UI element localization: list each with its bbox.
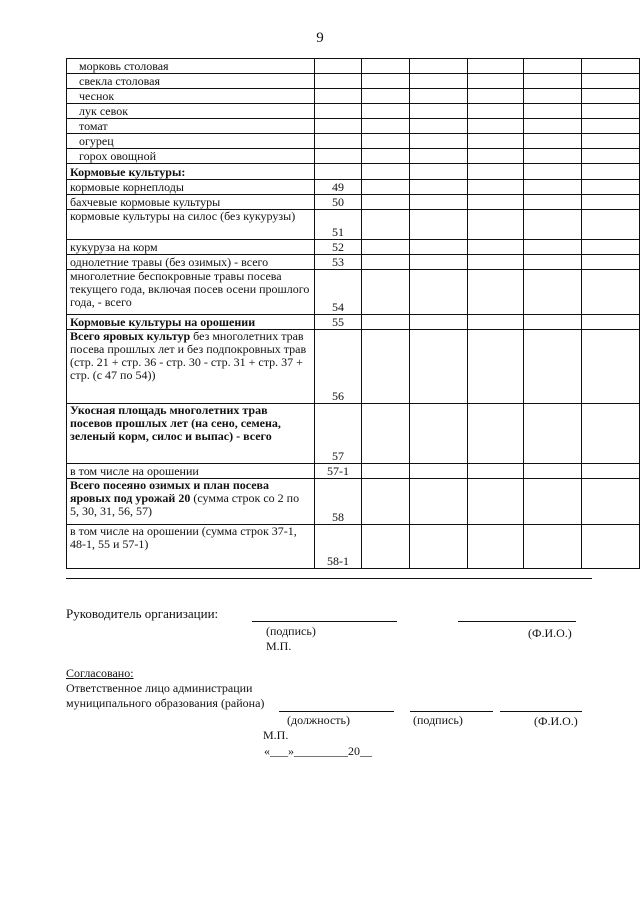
table-row xyxy=(67,210,640,240)
value-cell xyxy=(582,59,640,74)
value-cell xyxy=(582,134,640,149)
value-cell xyxy=(468,464,524,479)
table-row xyxy=(67,525,640,569)
value-cell xyxy=(524,74,582,89)
value-cell xyxy=(362,74,410,89)
value-cell xyxy=(410,104,468,119)
row-label: Укосная площадь многолетних трав посевов прошлых лет (на сено, семена, зеленый корм, силос и выпас) - всего xyxy=(67,404,315,464)
value-cell xyxy=(468,59,524,74)
row-label-bold: Всего посеяно озимых и план посева яровых под урожай 20 xyxy=(70,478,270,505)
table-row xyxy=(67,464,640,479)
row-code: 57-1 xyxy=(315,464,362,479)
value-cell xyxy=(524,119,582,134)
value-cell xyxy=(410,149,468,164)
table-row xyxy=(67,180,640,195)
row-label: горох овощной xyxy=(67,149,315,164)
value-cell xyxy=(362,195,410,210)
row-label: в том числе на орошении (сумма строк 37-1, 48-1, 55 и 57-1) xyxy=(67,525,315,569)
value-cell xyxy=(582,119,640,134)
value-cell xyxy=(582,180,640,195)
value-cell xyxy=(410,210,468,240)
table-row xyxy=(67,74,640,89)
row-code: 56 xyxy=(315,330,362,404)
value-cell xyxy=(410,164,468,180)
value-cell xyxy=(524,210,582,240)
row-label: многолетние беспокровные травы посева текущего года, включая посев осени прошлого года, - всего xyxy=(67,270,315,315)
value-cell xyxy=(524,255,582,270)
row-label: кормовые культуры на силос (без кукурузы) xyxy=(67,210,315,240)
row-code xyxy=(315,119,362,134)
row-label xyxy=(67,330,315,404)
value-cell xyxy=(410,195,468,210)
table-row xyxy=(67,255,640,270)
page-number: 9 xyxy=(316,30,324,46)
value-cell xyxy=(362,479,410,525)
value-cell xyxy=(468,404,524,464)
table-row xyxy=(67,89,640,104)
row-code xyxy=(315,74,362,89)
table-row xyxy=(67,119,640,134)
value-cell xyxy=(362,180,410,195)
crop-table xyxy=(66,58,640,569)
value-cell xyxy=(524,404,582,464)
row-code xyxy=(315,59,362,74)
row-code: 51 xyxy=(315,210,362,240)
value-cell xyxy=(362,149,410,164)
row-code: 49 xyxy=(315,180,362,195)
table-row xyxy=(67,134,640,149)
value-cell xyxy=(410,119,468,134)
row-code xyxy=(315,134,362,149)
value-cell xyxy=(410,89,468,104)
row-label: свекла столовая xyxy=(67,74,315,89)
value-cell xyxy=(582,74,640,89)
value-cell xyxy=(468,74,524,89)
separator-line xyxy=(66,578,592,579)
row-label-rest: (сумма строк со 2 по 5, 30, 31, 56, 57) xyxy=(70,491,300,518)
value-cell xyxy=(362,164,410,180)
value-cell xyxy=(524,164,582,180)
table-row xyxy=(67,59,640,74)
table-row xyxy=(67,330,640,404)
value-cell xyxy=(362,59,410,74)
row-code: 55 xyxy=(315,315,362,330)
row-label: огурец xyxy=(67,134,315,149)
head-fio-line xyxy=(458,621,576,622)
value-cell xyxy=(362,330,410,404)
value-cell xyxy=(468,149,524,164)
value-cell xyxy=(582,525,640,569)
row-code: 57 xyxy=(315,404,362,464)
value-cell xyxy=(524,525,582,569)
value-cell xyxy=(468,89,524,104)
value-cell xyxy=(410,464,468,479)
row-code: 58 xyxy=(315,479,362,525)
official-line2: муниципального образования (района) xyxy=(66,696,265,710)
row-label-bold: Всего яровых культур xyxy=(70,329,191,343)
value-cell xyxy=(362,119,410,134)
head-label: Руководитель организации: xyxy=(66,606,219,621)
value-cell xyxy=(582,330,640,404)
value-cell xyxy=(468,255,524,270)
value-cell xyxy=(362,210,410,240)
value-cell xyxy=(582,89,640,104)
row-code: 54 xyxy=(315,270,362,315)
table-row xyxy=(67,240,640,255)
value-cell xyxy=(362,89,410,104)
row-code: 53 xyxy=(315,255,362,270)
value-cell xyxy=(524,59,582,74)
value-cell xyxy=(410,180,468,195)
value-cell xyxy=(362,525,410,569)
value-cell xyxy=(468,104,524,119)
value-cell xyxy=(582,210,640,240)
value-cell xyxy=(410,525,468,569)
row-code xyxy=(315,149,362,164)
value-cell xyxy=(362,270,410,315)
value-cell xyxy=(468,195,524,210)
value-cell xyxy=(582,240,640,255)
table-row xyxy=(67,195,640,210)
head-fio-caption: (Ф.И.О.) xyxy=(528,626,572,640)
agreed-label: Согласовано: xyxy=(66,666,134,680)
value-cell xyxy=(582,104,640,119)
position-caption: (должность) xyxy=(287,713,350,727)
value-cell xyxy=(362,404,410,464)
value-cell xyxy=(582,479,640,525)
value-cell xyxy=(468,134,524,149)
value-cell xyxy=(524,240,582,255)
value-cell xyxy=(362,240,410,255)
value-cell xyxy=(468,330,524,404)
value-cell xyxy=(524,464,582,479)
value-cell xyxy=(362,134,410,149)
head-stamp: М.П. xyxy=(266,639,292,653)
value-cell xyxy=(468,210,524,240)
value-cell xyxy=(524,315,582,330)
table-row xyxy=(67,270,640,315)
value-cell xyxy=(524,134,582,149)
crop-table-body xyxy=(67,59,640,569)
row-code: 58-1 xyxy=(315,525,362,569)
row-code: 50 xyxy=(315,195,362,210)
position-line xyxy=(279,711,394,712)
row-label: морковь столовая xyxy=(67,59,315,74)
value-cell xyxy=(582,255,640,270)
row-label: кормовые корнеплоды xyxy=(67,180,315,195)
value-cell xyxy=(524,104,582,119)
value-cell xyxy=(468,315,524,330)
value-cell xyxy=(410,479,468,525)
value-cell xyxy=(468,164,524,180)
value-cell xyxy=(524,195,582,210)
value-cell xyxy=(468,525,524,569)
date-line: «___»_________20__ xyxy=(264,744,372,758)
row-label: однолетние травы (без озимых) - всего xyxy=(67,255,315,270)
official-sign-caption: (подпись) xyxy=(413,713,463,727)
row-label: кукуруза на корм xyxy=(67,240,315,255)
value-cell xyxy=(524,180,582,195)
value-cell xyxy=(582,164,640,180)
row-label-rest: без многолетних трав посева прошлых лет и без подпокровных трав (стр. 21 + стр. 36 - стр. 30 - стр. 31 + стр. 37 + стр. (с 47 по 54)) xyxy=(70,329,307,382)
official-fio-line xyxy=(500,711,582,712)
head-sign-caption: (подпись) xyxy=(266,624,316,638)
value-cell xyxy=(468,479,524,525)
value-cell xyxy=(524,330,582,404)
value-cell xyxy=(468,240,524,255)
table-row xyxy=(67,104,640,119)
row-code xyxy=(315,89,362,104)
value-cell xyxy=(410,134,468,149)
value-cell xyxy=(362,255,410,270)
value-cell xyxy=(524,270,582,315)
value-cell xyxy=(582,315,640,330)
row-label: Кормовые культуры на орошении xyxy=(67,315,315,330)
table-row xyxy=(67,164,640,180)
row-code xyxy=(315,104,362,119)
value-cell xyxy=(524,479,582,525)
row-code xyxy=(315,164,362,180)
value-cell xyxy=(524,149,582,164)
official-line1: Ответственное лицо администрации xyxy=(66,681,253,695)
table-row xyxy=(67,404,640,464)
value-cell xyxy=(410,330,468,404)
value-cell xyxy=(362,315,410,330)
value-cell xyxy=(410,240,468,255)
value-cell xyxy=(582,404,640,464)
row-label: лук севок xyxy=(67,104,315,119)
head-sign-line xyxy=(252,621,397,622)
table-row xyxy=(67,315,640,330)
value-cell xyxy=(468,119,524,134)
value-cell xyxy=(468,180,524,195)
row-label: бахчевые кормовые культуры xyxy=(67,195,315,210)
value-cell xyxy=(582,464,640,479)
row-label: чеснок xyxy=(67,89,315,104)
official-stamp: М.П. xyxy=(263,728,289,742)
value-cell xyxy=(410,404,468,464)
row-label: в том числе на орошении xyxy=(67,464,315,479)
official-sign-line xyxy=(410,711,493,712)
row-code: 52 xyxy=(315,240,362,255)
value-cell xyxy=(362,464,410,479)
official-fio-caption: (Ф.И.О.) xyxy=(534,714,578,728)
value-cell xyxy=(468,270,524,315)
value-cell xyxy=(582,195,640,210)
row-label: Кормовые культуры: xyxy=(67,164,315,180)
table-row xyxy=(67,149,640,164)
value-cell xyxy=(410,255,468,270)
value-cell xyxy=(410,270,468,315)
value-cell xyxy=(410,74,468,89)
value-cell xyxy=(582,270,640,315)
value-cell xyxy=(410,315,468,330)
value-cell xyxy=(582,149,640,164)
row-label xyxy=(67,479,315,525)
table-row xyxy=(67,479,640,525)
value-cell xyxy=(410,59,468,74)
value-cell xyxy=(362,104,410,119)
row-label: томат xyxy=(67,119,315,134)
value-cell xyxy=(524,89,582,104)
